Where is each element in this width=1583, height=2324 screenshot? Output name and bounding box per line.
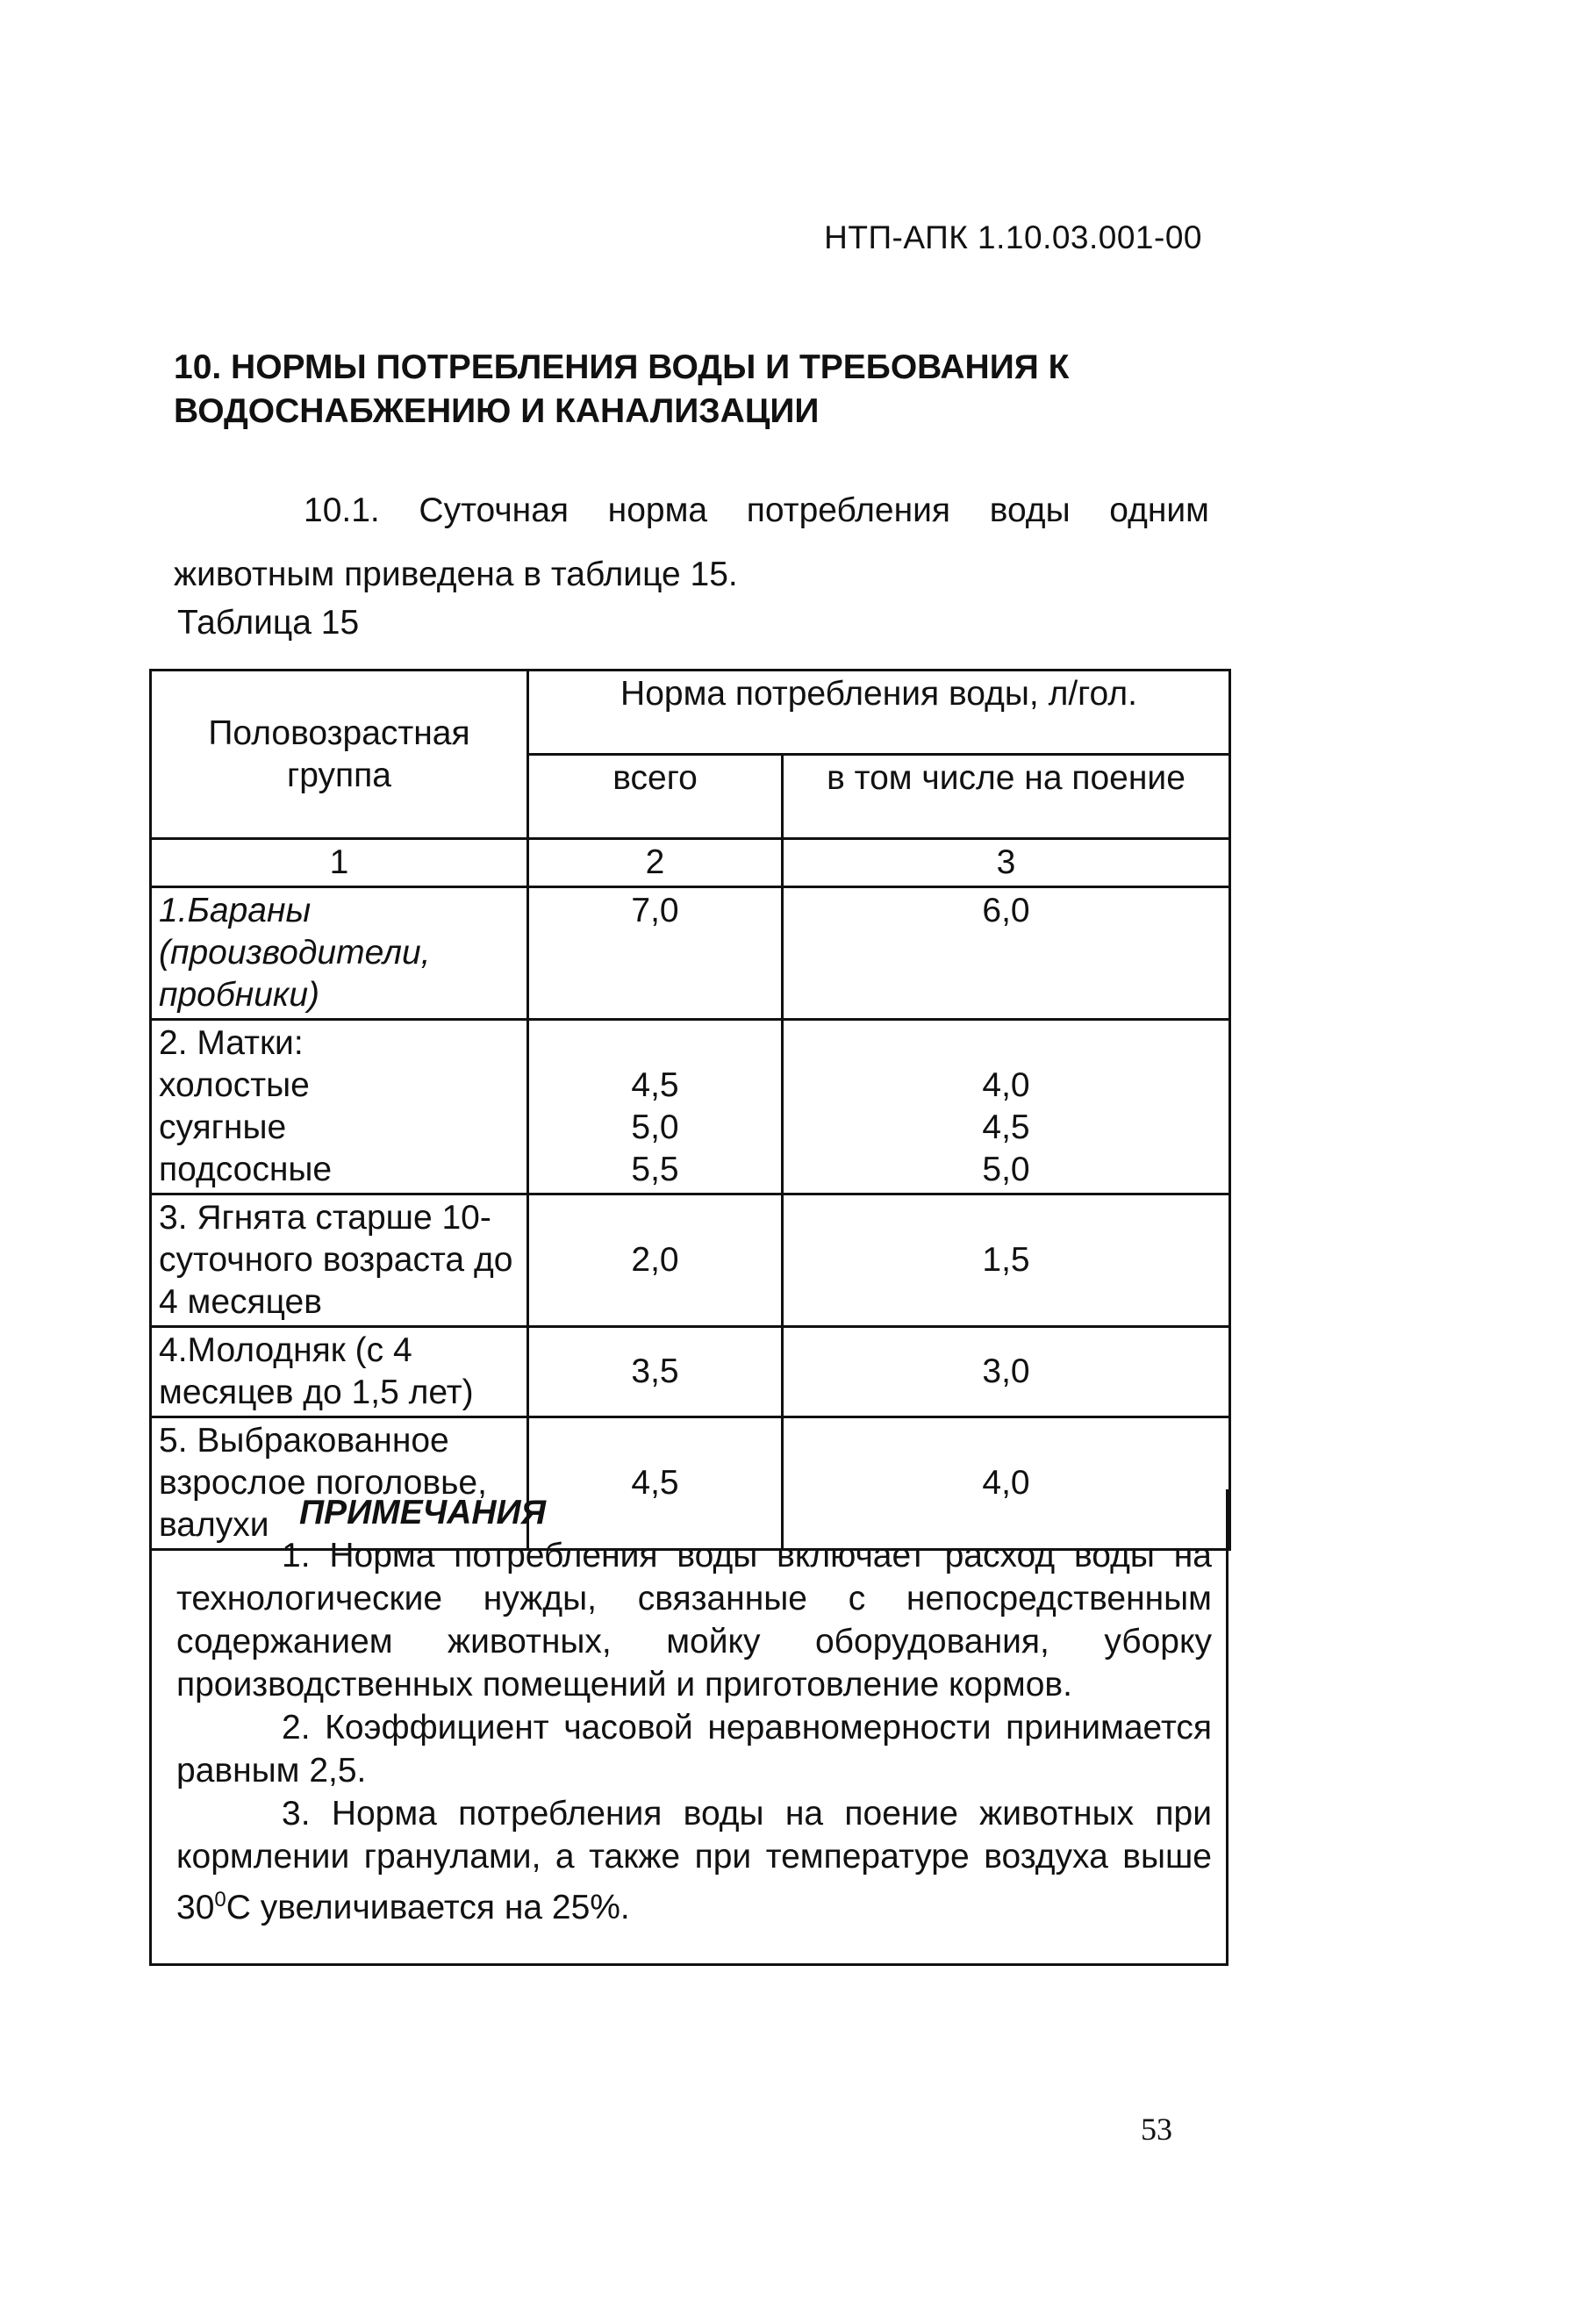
row-drinking: 3,0 <box>783 1327 1230 1417</box>
row-total-value: 5,0 <box>631 1108 679 1146</box>
note-item: 1. Норма потребления воды включает расход воды на технологические нужды, связанные с непосредственным содержанием животных, мойку оборудования, уборку производственных помещений и приготовление кормов. <box>176 1537 1212 1704</box>
header-norm: Норма потребления воды, л/гол. <box>528 671 1230 755</box>
table-row <box>151 1327 1230 1417</box>
row-drinking: 1,5 <box>783 1194 1230 1327</box>
notes-title: ПРИМЕЧАНИЯ <box>299 1494 547 1531</box>
column-number: 3 <box>783 839 1230 887</box>
column-number: 1 <box>151 839 528 887</box>
row-group: 1.Бараны (производители, пробники) <box>151 887 528 1020</box>
note-item: 3. Норма потребления воды на поение животных при кормлении гранулами, а также при температуре воздуха выше $30^0С$ увеличивается на 25%. <box>176 1795 1212 1926</box>
row-subgroup: холостые <box>159 1066 310 1104</box>
column-number: 2 <box>528 839 783 887</box>
water-norms-table <box>149 669 1231 1551</box>
header-drinking: в том числе на поение <box>783 755 1230 839</box>
row-total-value: 4,5 <box>631 1066 679 1104</box>
row-total: 3,5 <box>528 1327 783 1417</box>
row-group-heading: 2. Матки: <box>159 1024 304 1062</box>
table-row <box>151 887 1230 1020</box>
header-group: Половозрастная группа <box>151 671 528 839</box>
column-number-row <box>151 839 1230 887</box>
paragraph-10-1 <box>174 478 1209 606</box>
row-total <box>528 1020 783 1194</box>
table-row <box>151 1194 1230 1327</box>
table-row <box>151 1020 1230 1194</box>
section-title <box>174 346 1227 434</box>
notes-block <box>149 1489 1228 1966</box>
document-code: НТП-АПК 1.10.03.001-00 <box>824 219 1202 255</box>
note-item: 2. Коэффициент часовой неравномерности принимается равным 2,5. <box>176 1709 1212 1790</box>
row-total: 4,5 <box>528 1417 783 1550</box>
row-total: 7,0 <box>528 887 783 1020</box>
row-group <box>151 1020 528 1194</box>
row-subgroup: подсосные <box>159 1151 333 1188</box>
row-drinking <box>783 1020 1230 1194</box>
row-subgroup: суягные <box>159 1108 287 1146</box>
page-number: 53 <box>1141 2112 1172 2147</box>
row-group: 5. Выбракованное взрослое поголовье, валухи <box>151 1417 528 1550</box>
header-total: всего <box>528 755 783 839</box>
row-total: 2,0 <box>528 1194 783 1327</box>
row-group: 4.Молодняк (с 4 месяцев до 1,5 лет) <box>151 1327 528 1417</box>
row-drinking: 6,0 <box>783 887 1230 1020</box>
paragraph-text: 10.1. Суточная норма потребления воды одним животным приведена в таблице 15. <box>174 491 1209 593</box>
section-title-line-1: 10. НОРМЫ ПОТРЕБЛЕНИЯ ВОДЫ И ТРЕБОВАНИЯ К <box>174 348 1070 386</box>
row-drinking: 4,0 <box>783 1417 1230 1550</box>
table-caption: Таблица 15 <box>177 604 360 642</box>
row-group: 3. Ягнята старше 10-суточного возраста до 4 месяцев <box>151 1194 528 1327</box>
section-title-line-2: ВОДОСНАБЖЕНИЮ И КАНАЛИЗАЦИИ <box>174 392 820 430</box>
row-drinking-value: 5,0 <box>982 1151 1030 1188</box>
row-drinking-value: 4,5 <box>982 1108 1030 1146</box>
row-total-value: 5,5 <box>631 1151 679 1188</box>
row-drinking-value: 4,0 <box>982 1066 1030 1104</box>
